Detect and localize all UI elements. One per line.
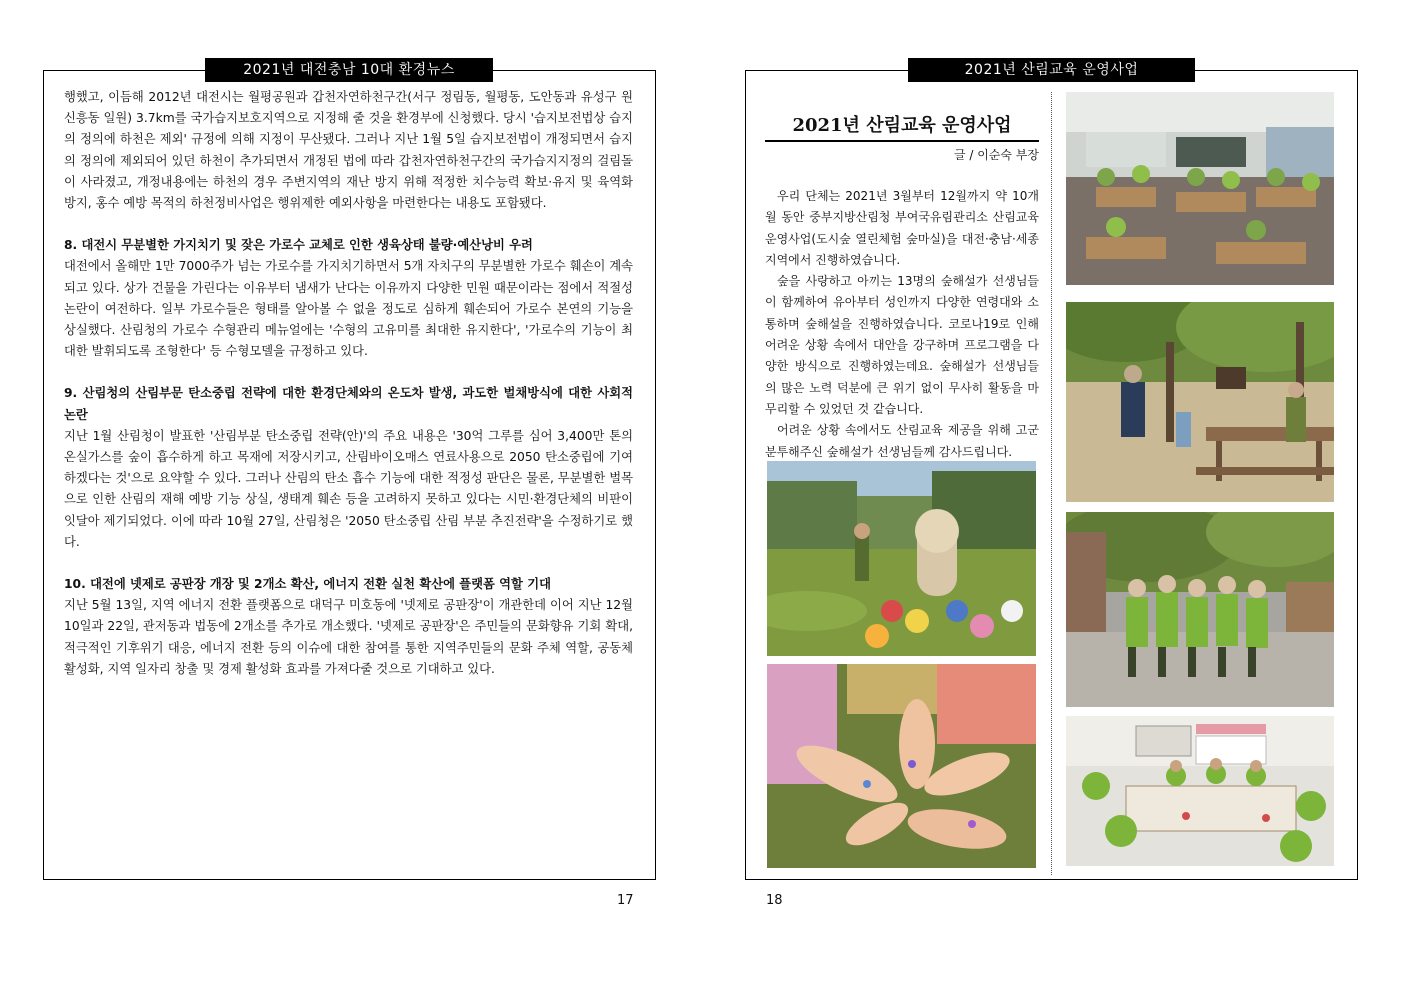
section-10-title: 10. 대전에 넷제로 공판장 개장 및 2개소 확산, 에너지 전환 실천 확산에 플랫폼 역할 기대: [64, 577, 551, 592]
section-8-body: 대전에서 올해만 1만 7000주가 넘는 가로수를 가지치기하면서 5개 자치구의 무분별한 가로수 훼손이 계속되고 있다. 상가 건물을 가린다는 이유부터 냄새가 난다는 이유까지 다양한 민원 때문이라는 점에서 적절성 논란이 여전하다. 일부 가로수들은 형태를 알아볼 수 없을 정도로 심하게 훼손되어 가로수 본연의 기능을 상실했다. 산림청의 가로수 수형관리 메뉴얼에는 '수형의 고유미를 최대한 유지한다', '가로수의 기능이 최대한 발휘되도록 조형한다' 등 수형모델을 규정하고 있다.: [64, 259, 634, 359]
article-paragraph: 우리 단체는 2021년 3월부터 12월까지 약 10개월 동안 중부지방산림청 부여국유림관리소 산림교육 운영사업(도시숲 열린체험 숲마실)을 대전·충남·세종 지역에서 진행하였습니다.: [765, 189, 1039, 267]
intro-paragraph: 행했고, 이듬해 2012년 대전시는 월평공원과 갑천자연하천구간(서구 정림동, 월평동, 도안동과 유성구 원신흥동 일원) 3.7km를 국가습지보호지역으로 지정해 줄 것을 환경부에 신청했다. 당시 '습지보전법상 습지의 정의에 하천은 제외' 규정에 의해 지정이 무산됐다. 그러나 지난 1월 5일 습지보전법이 개정되면서 습지의 정의에 제외되어 있던 하천이 추가되면서 개정된 법에 따라 갑천자연하천구간의 국가습지지정의 걸림돌이 사라졌고, 개정내용에는 하천의 경우 주변지역의 재난 방지 위해 적정한 치수능력 확보·유지 및 육역화 방지, 홍수 예방 목적의 하천정비사업은 행위제한 예외사항을 마련한다는 내용도 포함됐다.: [64, 90, 633, 211]
article-paragraph: 어려운 상황 속에서도 산림교육 제공을 위해 고군분투해주신 숲해설가 선생님들께 감사드립니다.: [765, 423, 1039, 459]
classroom-photo: [1066, 92, 1334, 285]
section-8-title: 8. 대전시 무분별한 가지치기 및 잦은 가로수 교체로 인한 생육상태 불량·예산낭비 우려: [64, 238, 533, 253]
forest-picnic-photo: [1066, 302, 1334, 502]
page-number-right: 18: [766, 893, 783, 908]
mascot-park-photo: [767, 461, 1036, 656]
left-page-header: 2021년 대전충남 10대 환경뉴스: [205, 58, 493, 82]
article-paragraph: 숲을 사랑하고 아끼는 13명의 숲해설가 선생님들이 함께하여 유아부터 성인까지 다양한 연령대와 소통하며 숲해설을 진행하였습니다. 코로나19로 인해 어려운 상황 속에서 대안을 강구하며 프로그램을 다양한 방식으로 진행하였는데요. 숲해설가 선생님들의 많은 노력 덕분에 큰 위기 없이 무사히 활동을 마무리할 수 있었던 것 같습니다.: [765, 274, 1039, 416]
column-divider: [1051, 92, 1052, 875]
left-page-text: [64, 87, 633, 680]
article-byline: 글 / 이순숙 부장: [953, 148, 1039, 162]
section-10-body: 지난 5월 13일, 지역 에너지 전환 플랫폼으로 대덕구 미호동에 '넷제로 공판장'이 개관한데 이어 지난 12월 10일과 22일, 관저동과 법동에 2개소를 추가로 개소했다. '넷제로 공판장'은 주민들의 문화향유 기회 확대, 적극적인 기후위기 대응, 에너지 전환 등의 이슈에 대한 참여를 통한 지역주민들의 문화 주체 역할, 공동체 활성화, 지역 일자리 창출 및 경제 활성화 효과를 가져다줄 것으로 기대하고 있다.: [64, 598, 633, 676]
article-body: [765, 186, 1039, 463]
section-9-title: 9. 산림청의 산림부문 탄소중립 전략에 대한 환경단체와의 온도차 발생, 과도한 벌채방식에 대한 사회적 논란: [64, 386, 633, 422]
instructors-group-photo: [1066, 512, 1334, 707]
page-number-left: 17: [617, 893, 634, 908]
right-page-header: 2021년 산림교육 운영사업: [908, 58, 1195, 82]
meeting-room-photo: [1066, 716, 1334, 866]
section-9-body: 지난 1월 산림청이 발표한 '산림부분 탄소중립 전략(안)'의 주요 내용은 '30억 그루를 심어 3,400만 톤의 온실가스를 숲이 흡수하게 하고 목재에 저장시키고, 산림바이오매스 연료사용으로 2050 탄소중립에 기여하겠다는 것'으로 요약할 수 있다. 그러나 산림의 탄소 흡수 기능에 대한 적정성 판단은 물론, 무분별한 벌목으로 인한 산림의 재해 예방 기능 상실, 생태계 훼손 등을 고려하지 못하고 있다는 시민·환경단체의 비판이 잇달아 제기되었다. 이에 따라 10월 27일, 산림청은 '2050 탄소중립 산림 부분 추진전략'을 수정하기로 했다.: [64, 428, 633, 549]
article-title: 2021년 산림교육 운영사업: [765, 111, 1039, 142]
hands-activity-photo: [767, 664, 1036, 868]
